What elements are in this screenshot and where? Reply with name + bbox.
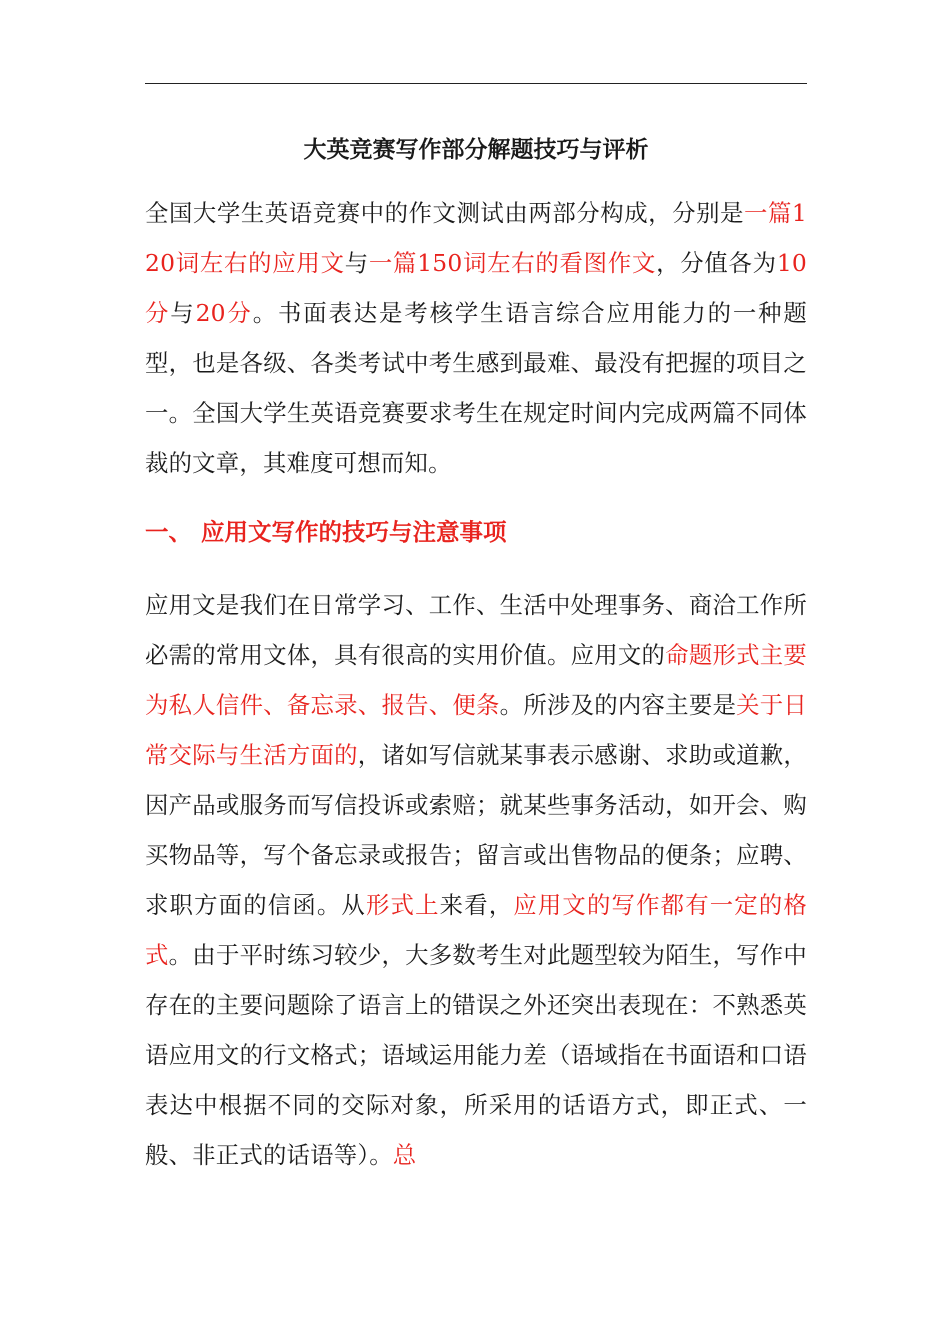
text-run: 全国大学生英语竞赛中的作文测试由两部分构成，分别是 (145, 199, 744, 227)
text-run: 。书面表达是考核学生语言综合应用能力的一种题型，也是各级、各类考试中考生感到最难、最没有把握的项目之一。全国大学生英语竞赛要求考生在规定时间内完成两篇不同体裁的文章，其难度可想而知。 (145, 299, 807, 477)
text-run: ，诸如写信就某事表示感谢、求助或道歉，因产品或服务而写信投诉或索赔；就某些事务活动，如开会、购买物品等，写个备忘录或报告；留言或出售物品的便条；应聘、求职方面的信函。从 (145, 741, 807, 919)
highlighted-text: 形式上 (365, 891, 440, 919)
text-run: 。由于平时练习较少，大多数考生对此题型较为陌生，写作中存在的主要问题除了语言上的错误之外还突出表现在：不熟悉英语应用文的行文格式；语域运用能力差（语域指在书面语和口语表达中根据不同的交际对象，所采用的话语方式，即正式、一般、非正式的话语等）。 (145, 941, 807, 1169)
text-run: 。所涉及的内容主要是 (499, 691, 737, 719)
text-run: 与 (344, 249, 369, 277)
highlighted-text: 关于日常交际与生活方面的 (145, 691, 808, 769)
text-run: 来看， (439, 891, 514, 919)
highlighted-text: 应用文的写作都有一定的格式 (145, 891, 807, 969)
highlighted-text: 总 (392, 1141, 417, 1169)
intro-paragraph (145, 188, 807, 488)
highlighted-text: 10分 (145, 249, 807, 327)
text-run: ，分值各为 (656, 249, 777, 277)
body-paragraph (145, 580, 807, 1180)
text-run: 应用文是我们在日常学习、工作、生活中处理事务、商洽工作所必需的常用文体，具有很高的实用价值。应用文的 (145, 591, 807, 669)
section-number: 一、 (145, 518, 192, 546)
text-run: 与 (170, 299, 196, 327)
section-heading-text: 应用文写作的技巧与注意事项 (201, 518, 507, 546)
section-heading (145, 512, 807, 552)
header-rule (145, 83, 807, 84)
document-title: 大英竞赛写作部分解题技巧与评析 (303, 136, 649, 163)
highlighted-text: 命题形式主要为私人信件、备忘录、报告、便条 (145, 641, 807, 719)
highlighted-text: 20分 (195, 299, 253, 327)
highlighted-text: 一篇120词左右的应用文 (145, 199, 808, 277)
highlighted-text: 一篇150词左右的看图作文 (368, 249, 657, 277)
